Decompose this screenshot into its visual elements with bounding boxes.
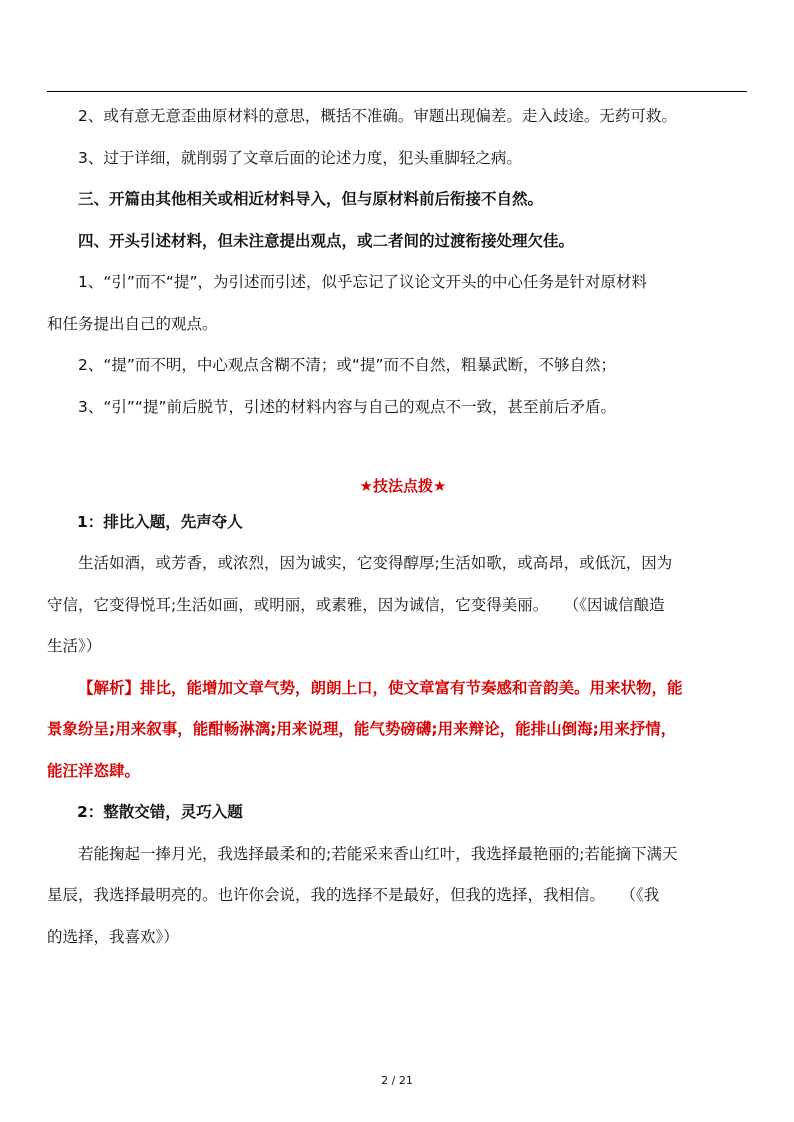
text-line: 2、或有意无意歪曲原材料的意思，概括不准确。审题出现偏差。走入歧途。无药可救。 [78,107,677,125]
page-number: 2 / 21 [381,1074,413,1087]
text-line: 2、“提”而不明，中心观点含糊不清；或“提”而不自然，粗暴武断，不够自然； [78,356,616,374]
analysis-text: 能汪洋恣肆。 [47,761,141,780]
example-text: 生活如酒，或芳香，或浓烈，因为诚实，它变得醇厚;生活如歌，或高昂，或低沉，因为 [78,554,673,572]
header-rule [47,91,747,92]
example-text: 的选择，我喜欢》） [47,927,179,946]
example-text: 守信，它变得悦耳;生活如画，或明丽，或素雅，因为诚信，它变得美丽。 （《因诚信酿造 [47,595,665,614]
analysis-text: 景象纷呈;用来叙事，能酣畅淋漓;用来说理，能气势磅礴;用来辩论，能排山倒海;用来抒情， [47,720,677,738]
example-text: 若能掬起一捧月光，我选择最柔和的;若能采来香山红叶，我选择最艳丽的;若能摘下满天 [78,844,678,863]
example-text: 生活》） [47,637,102,655]
text-line: 3、“引”“提”前后脱节，引述的材料内容与自己的观点不一致，甚至前后矛盾。 [78,397,616,416]
section-title: ★技法点拨★ [359,477,447,495]
analysis-text: 【解析】排比，能增加文章气势，朗朗上口，使文章富有节奏感和音韵美。用来状物，能 [78,678,683,697]
section-heading: 三、开篇由其他相关或相近材料导入，但与原材料前后衔接不自然。 [78,190,544,208]
example-text: 星辰，我选择最明亮的。也许你会说，我的选择不是最好，但我的选择，我相信。 （《我 [47,886,660,904]
section-heading: 四、开头引述材料，但未注意提出观点，或二者间的过渡衔接处理欠佳。 [78,231,575,250]
text-line: 和任务提出自己的观点。 [47,314,218,333]
text-line: 3、过于详细，就削弱了文章后面的论述力度，犯头重脚轻之病。 [78,148,522,167]
technique-heading: 1：排比入题，先声夺人 [77,512,243,531]
technique-heading: 2：整散交错，灵巧入题 [77,803,243,821]
page-content [47,96,747,958]
text-line: 1、“引”而不“提”，为引述而引述，似乎忘记了议论文开头的中心任务是针对原材料 [78,273,647,291]
